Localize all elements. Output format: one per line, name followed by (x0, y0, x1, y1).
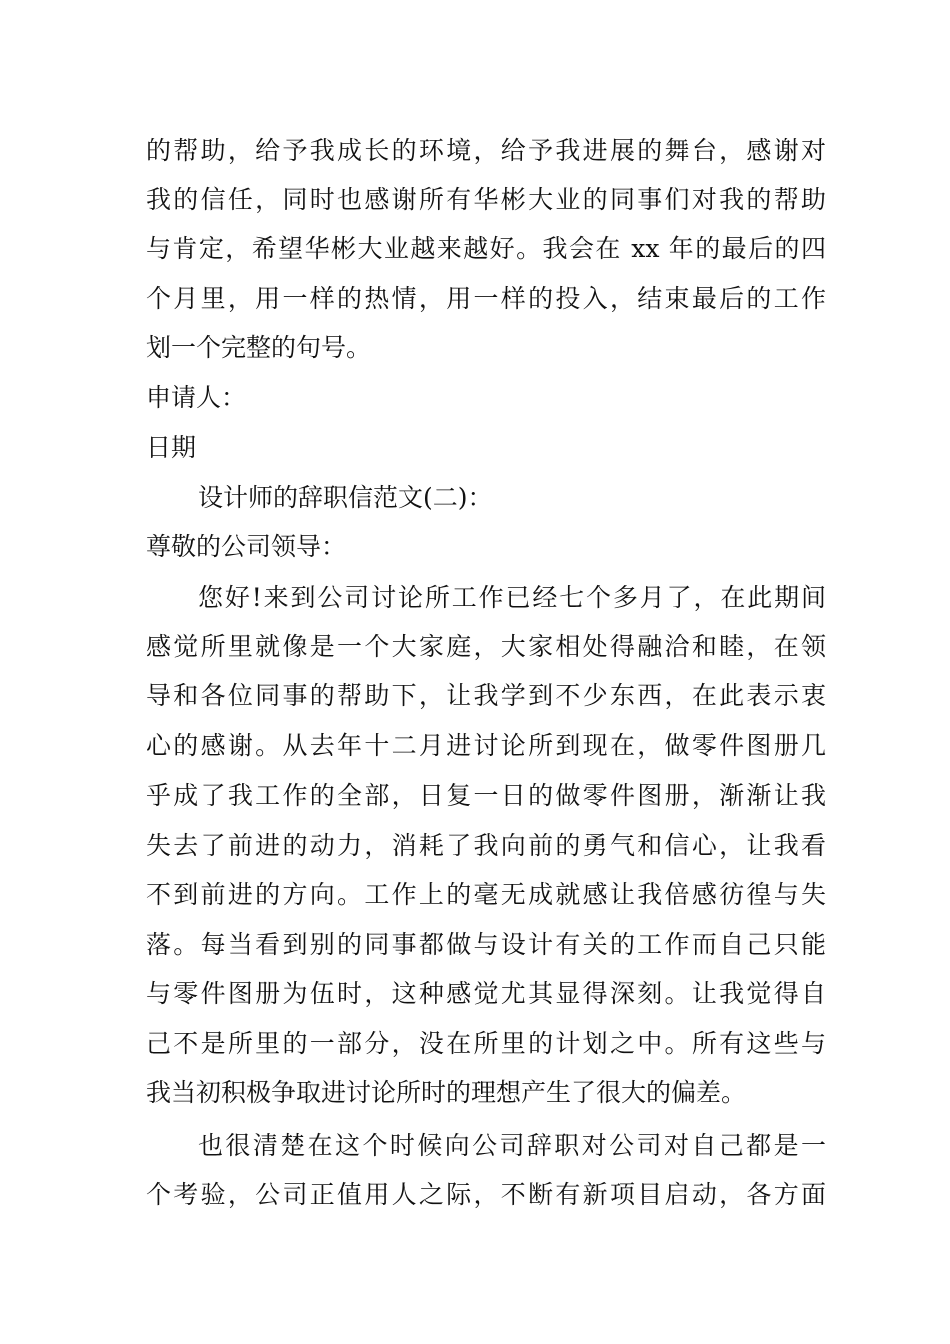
paragraph-line: 己不是所里的一部分，没在所里的计划之中。所有这些与 (146, 1029, 826, 1058)
paragraph-line: 导和各位同事的帮助下，让我学到不少东西，在此表示衷 (146, 681, 826, 710)
paragraph-line: 我的信任，同时也感谢所有华彬大业的同事们对我的帮助 (146, 185, 826, 214)
paragraph-line: 与肯定，希望华彬大业越来越好。我会在 xx 年的最后的四 (146, 234, 826, 263)
paragraph-line: 划一个完整的句号。 (146, 333, 372, 362)
paragraph-line: 乎成了我工作的全部，日复一日的做零件图册，渐渐让我 (146, 781, 826, 810)
salutation: 尊敬的公司领导： (146, 532, 347, 561)
paragraph-line: 心的感谢。从去年十二月进讨论所到现在，做零件图册几 (146, 731, 826, 760)
paragraph-line: 个考验，公司正值用人之际，不断有新项目启动，各方面 (146, 1180, 826, 1209)
paragraph-line: 失去了前进的动力，消耗了我向前的勇气和信心，让我看 (146, 831, 826, 860)
paragraph-line: 我当初积极争取进讨论所时的理想产生了很大的偏差。 (146, 1078, 747, 1107)
paragraph-line: 的帮助，给予我成长的环境，给予我进展的舞台，感谢对 (146, 136, 826, 165)
paragraph-line: 也很清楚在这个时候向公司辞职对公司对自己都是一 (198, 1131, 826, 1160)
date-label: 日期 (146, 433, 197, 462)
paragraph-line: 您好!来到公司讨论所工作已经七个多月了，在此期间 (198, 583, 826, 612)
signature-label: 申请人： (146, 383, 247, 412)
paragraph-line: 落。每当看到别的同事都做与设计有关的工作而自己只能 (146, 930, 826, 959)
paragraph-line: 不到前进的方向。工作上的毫无成就感让我倍感彷徨与失 (146, 880, 826, 909)
paragraph-line: 个月里，用一样的热情，用一样的投入，结束最后的工作 (146, 284, 826, 313)
section-title: 设计师的辞职信范文(二)： (198, 483, 493, 512)
paragraph-line: 感觉所里就像是一个大家庭，大家相处得融洽和睦，在领 (146, 632, 826, 661)
paragraph-line: 与零件图册为伍时，这种感觉尤其显得深刻。让我觉得自 (146, 979, 826, 1008)
